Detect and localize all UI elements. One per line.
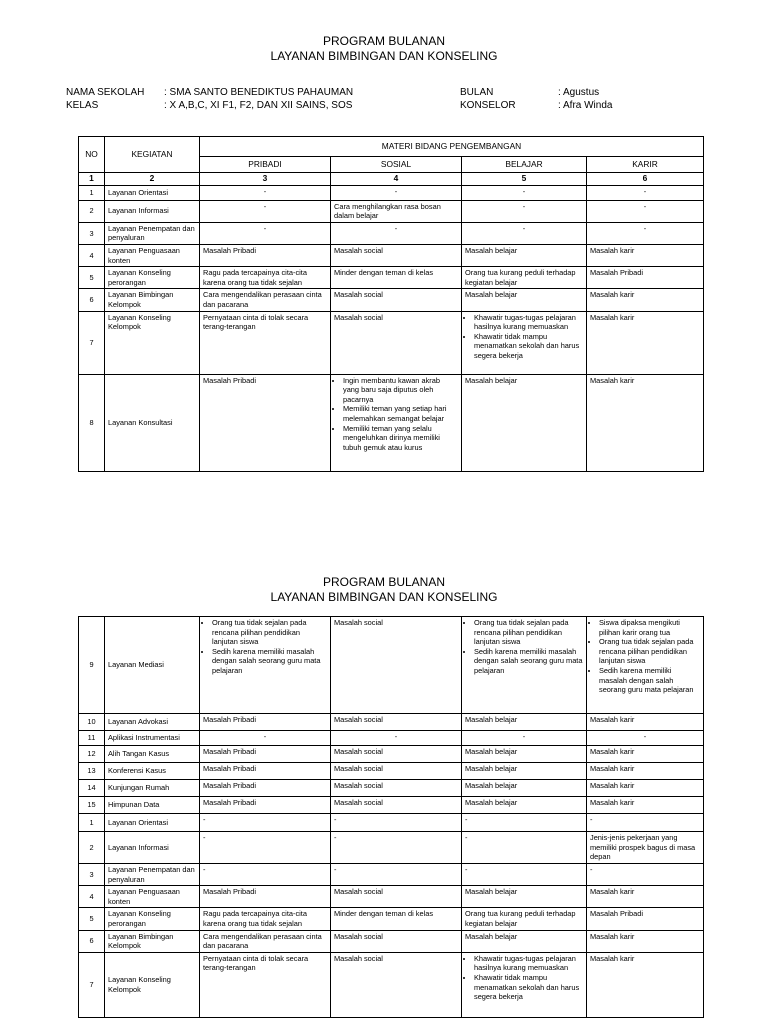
page-title: PROGRAM BULANAN — [322, 34, 446, 48]
row-kegiatan: Konferensi Kasus — [105, 763, 200, 780]
cell-pribadi: Masalah Pribadi — [200, 797, 331, 814]
bullet-item: • Khawatir tidak mampu menamatkan sekolah dan harus segera bekerja — [474, 973, 583, 1002]
row-no: 2 — [79, 200, 105, 222]
bulan-label: BULAN — [460, 87, 494, 98]
cell-karir: - — [587, 185, 704, 200]
row-no: 3 — [79, 864, 105, 886]
bullet-item: • Khawatir tugas-tugas pelajaran hasilnya kurang memuaskan — [474, 313, 583, 332]
row-no: 9 — [79, 617, 105, 714]
cell-belajar: Masalah belajar — [462, 289, 587, 311]
table-row — [79, 763, 704, 780]
cell-karir: Masalah karir — [587, 952, 704, 1017]
cell-pribadi: Masalah Pribadi — [200, 714, 331, 731]
cell-karir: Masalah karir — [587, 714, 704, 731]
cell-sosial: Masalah social — [331, 311, 462, 374]
row-kegiatan: Layanan Konseling perorangan — [105, 908, 200, 930]
cell-sosial: Masalah social — [331, 930, 462, 952]
row-no: 7 — [79, 952, 105, 1017]
nama-sekolah-label: NAMA SEKOLAH — [66, 87, 145, 98]
kelas-value: : X A,B,C, XI F1, F2, DAN XII SAINS, SOS — [164, 100, 353, 111]
row-kegiatan: Layanan Bimbingan Kelompok — [105, 289, 200, 311]
table-row — [79, 746, 704, 763]
header-karir: KARIR — [587, 157, 704, 173]
cell-pribadi: Masalah Pribadi — [200, 886, 331, 908]
bullet-item: • Khawatir tidak mampu menamatkan sekolah dan harus segera bekerja — [474, 332, 583, 361]
cell-sosial: - — [331, 814, 462, 832]
row-kegiatan: Layanan Informasi — [105, 832, 200, 864]
table-row — [79, 908, 704, 930]
cell-belajar: Masalah belajar — [462, 797, 587, 814]
cell-sosial — [331, 374, 462, 471]
col-number: 6 — [587, 173, 704, 186]
row-kegiatan: Layanan Orientasi — [105, 185, 200, 200]
cell-belajar: Orang tua kurang peduli terhadap kegiatan belajar — [462, 267, 587, 289]
table-row — [79, 780, 704, 797]
cell-belajar: - — [462, 222, 587, 244]
cell-sosial: Masalah social — [331, 289, 462, 311]
cell-pribadi: Masalah Pribadi — [200, 244, 331, 266]
cell-sosial: Masalah social — [331, 780, 462, 797]
row-kegiatan: Layanan Konseling perorangan — [105, 267, 200, 289]
row-no: 6 — [79, 930, 105, 952]
row-kegiatan: Layanan Penempatan dan penyaluran — [105, 864, 200, 886]
cell-karir: Masalah karir — [587, 780, 704, 797]
row-kegiatan: Aplikasi Instrumentasi — [105, 731, 200, 746]
table-row — [79, 814, 704, 832]
cell-sosial: Masalah social — [331, 617, 462, 714]
bullet-item: • Sedih karena memiliki masalah dengan salah seorang guru mata pelajaran — [599, 666, 700, 695]
page-title: PROGRAM BULANAN — [322, 575, 446, 589]
cell-sosial: Minder dengan teman di kelas — [331, 908, 462, 930]
bullet-item: • Sedih karena memiliki masalah dengan salah seorang guru mata pelajaran — [474, 647, 583, 676]
bullet-item: • Memiliki teman yang setiap hari melemahkan semangat belajar — [343, 404, 458, 423]
cell-sosial: Masalah social — [331, 952, 462, 1017]
cell-pribadi: Masalah Pribadi — [200, 763, 331, 780]
cell-belajar: Masalah belajar — [462, 374, 587, 471]
cell-pribadi: Pernyataan cinta di tolak secara terang-terangan — [200, 311, 331, 374]
cell-pribadi: Cara mengendalikan perasaan cinta dan pacarana — [200, 930, 331, 952]
cell-belajar: - — [462, 832, 587, 864]
cell-pribadi: Ragu pada tercapainya cita-cita karena orang tua tidak sejalan — [200, 908, 331, 930]
cell-karir: - — [587, 864, 704, 886]
cell-karir: - — [587, 814, 704, 832]
cell-pribadi: - — [200, 832, 331, 864]
bullet-item: • Orang tua tidak sejalan pada rencana pilihan pendidikan lanjutan siswa — [474, 618, 583, 647]
cell-pribadi: Pernyataan cinta di tolak secara terang-terangan — [200, 952, 331, 1017]
row-no: 1 — [79, 814, 105, 832]
cell-karir: - — [587, 731, 704, 746]
row-kegiatan: Layanan Penempatan dan penyaluran — [105, 222, 200, 244]
konselor-label: KONSELOR — [460, 100, 516, 111]
cell-pribadi: - — [200, 731, 331, 746]
header-pribadi: PRIBADI — [200, 157, 331, 173]
cell-belajar: Masalah belajar — [462, 763, 587, 780]
cell-karir: Masalah karir — [587, 244, 704, 266]
row-no: 2 — [79, 832, 105, 864]
table-row — [79, 617, 704, 714]
col-number: 2 — [105, 173, 200, 186]
bullet-item: • Sedih karena memiliki masalah dengan salah seorang guru mata pelajaran — [212, 647, 327, 676]
cell-sosial: Cara menghilangkan rasa bosan dalam belajar — [331, 200, 462, 222]
cell-pribadi: Cara mengendalikan perasaan cinta dan pacarana — [200, 289, 331, 311]
cell-pribadi: - — [200, 200, 331, 222]
table-row — [79, 714, 704, 731]
cell-belajar — [462, 311, 587, 374]
header-sosial: SOSIAL — [331, 157, 462, 173]
cell-pribadi: Masalah Pribadi — [200, 746, 331, 763]
cell-belajar — [462, 952, 587, 1017]
cell-karir: Masalah karir — [587, 886, 704, 908]
cell-belajar: - — [462, 200, 587, 222]
cell-sosial: Masalah social — [331, 244, 462, 266]
bullet-item: • Ingin membantu kawan akrab yang baru saja diputus oleh pacarnya — [343, 376, 458, 405]
cell-belajar: - — [462, 864, 587, 886]
header-no: NO — [79, 137, 105, 173]
cell-sosial: Masalah social — [331, 746, 462, 763]
page-subtitle: LAYANAN BIMBINGAN DAN KONSELING — [270, 49, 498, 63]
row-kegiatan: Layanan Konsultasi — [105, 374, 200, 471]
cell-belajar: - — [462, 731, 587, 746]
row-kegiatan: Alih Tangan Kasus — [105, 746, 200, 763]
col-number: 3 — [200, 173, 331, 186]
cell-karir — [587, 617, 704, 714]
row-no: 1 — [79, 185, 105, 200]
table-row — [79, 731, 704, 746]
program-table-2 — [78, 616, 704, 1018]
table-row — [79, 952, 704, 1017]
table-row — [79, 832, 704, 864]
cell-pribadi: - — [200, 814, 331, 832]
table-row — [79, 185, 704, 200]
row-no: 14 — [79, 780, 105, 797]
cell-pribadi: - — [200, 222, 331, 244]
col-number: 5 — [462, 173, 587, 186]
bullet-item: • Orang tua tidak sejalan pada rencana pilihan pendidikan lanjutan siswa — [599, 637, 700, 666]
cell-karir: Masalah karir — [587, 763, 704, 780]
cell-sosial: - — [331, 864, 462, 886]
cell-karir: Masalah karir — [587, 797, 704, 814]
cell-karir: - — [587, 222, 704, 244]
konselor-value: : Afra Winda — [558, 100, 613, 111]
header-materi: MATERI BIDANG PENGEMBANGAN — [200, 137, 704, 157]
header-kegiatan: KEGIATAN — [105, 137, 200, 173]
cell-belajar: Masalah belajar — [462, 930, 587, 952]
header-belajar: BELAJAR — [462, 157, 587, 173]
row-no: 6 — [79, 289, 105, 311]
cell-pribadi: - — [200, 864, 331, 886]
cell-karir: Masalah Pribadi — [587, 267, 704, 289]
row-no: 11 — [79, 731, 105, 746]
row-kegiatan: Layanan Advokasi — [105, 714, 200, 731]
table-row — [79, 864, 704, 886]
cell-karir: Masalah karir — [587, 289, 704, 311]
table-row — [79, 930, 704, 952]
table-row — [79, 311, 704, 374]
row-no: 3 — [79, 222, 105, 244]
kelas-label: KELAS — [66, 100, 99, 111]
row-no: 4 — [79, 886, 105, 908]
cell-sosial: Masalah social — [331, 714, 462, 731]
row-kegiatan: Layanan Konseling Kelompok — [105, 311, 200, 374]
row-kegiatan: Layanan Bimbingan Kelompok — [105, 930, 200, 952]
row-no: 5 — [79, 908, 105, 930]
row-no: 4 — [79, 244, 105, 266]
table-row — [79, 886, 704, 908]
row-kegiatan: Layanan Konseling Kelompok — [105, 952, 200, 1017]
table-row — [79, 244, 704, 266]
row-no: 7 — [79, 311, 105, 374]
cell-belajar: Masalah belajar — [462, 746, 587, 763]
col-number: 1 — [79, 173, 105, 186]
table-row — [79, 797, 704, 814]
bullet-item: • Khawatir tugas-tugas pelajaran hasilnya kurang memuaskan — [474, 954, 583, 973]
cell-sosial: - — [331, 185, 462, 200]
cell-pribadi: - — [200, 185, 331, 200]
page-subtitle: LAYANAN BIMBINGAN DAN KONSELING — [270, 590, 498, 604]
cell-karir: Masalah karir — [587, 374, 704, 471]
program-table-1 — [78, 136, 704, 472]
cell-karir: Jenis-jenis pekerjaan yang memiliki prospek bagus di masa depan — [587, 832, 704, 864]
row-kegiatan: Himpunan Data — [105, 797, 200, 814]
row-no: 5 — [79, 267, 105, 289]
cell-karir: Masalah karir — [587, 746, 704, 763]
cell-belajar: - — [462, 814, 587, 832]
cell-pribadi — [200, 617, 331, 714]
cell-sosial: - — [331, 731, 462, 746]
table-row — [79, 200, 704, 222]
table-row — [79, 374, 704, 471]
row-kegiatan: Layanan Penguasaan konten — [105, 886, 200, 908]
cell-belajar: Masalah belajar — [462, 886, 587, 908]
table-row — [79, 222, 704, 244]
cell-sosial: - — [331, 832, 462, 864]
row-kegiatan: Kunjungan Rumah — [105, 780, 200, 797]
cell-karir: Masalah karir — [587, 930, 704, 952]
nama-sekolah-value: : SMA SANTO BENEDIKTUS PAHAUMAN — [164, 87, 354, 98]
cell-karir: Masalah Pribadi — [587, 908, 704, 930]
cell-sosial: Minder dengan teman di kelas — [331, 267, 462, 289]
bullet-item: • Memiliki teman yang selalu mengeluhkan dirinya memiliki tubuh gemuk atau kurus — [343, 424, 458, 453]
row-kegiatan: Layanan Penguasaan konten — [105, 244, 200, 266]
cell-belajar: Masalah belajar — [462, 780, 587, 797]
bullet-item: • Siswa dipaksa mengikuti pilihan karir orang tua — [599, 618, 700, 637]
cell-sosial: - — [331, 222, 462, 244]
col-number: 4 — [331, 173, 462, 186]
cell-belajar: Masalah belajar — [462, 244, 587, 266]
row-kegiatan: Layanan Orientasi — [105, 814, 200, 832]
cell-karir: - — [587, 200, 704, 222]
row-no: 13 — [79, 763, 105, 780]
row-no: 8 — [79, 374, 105, 471]
table-row — [79, 267, 704, 289]
cell-belajar: Masalah belajar — [462, 714, 587, 731]
cell-pribadi: Masalah Pribadi — [200, 374, 331, 471]
bulan-value: : Agustus — [558, 87, 600, 98]
cell-sosial: Masalah social — [331, 797, 462, 814]
row-kegiatan: Layanan Mediasi — [105, 617, 200, 714]
row-no: 15 — [79, 797, 105, 814]
row-no: 10 — [79, 714, 105, 731]
row-no: 12 — [79, 746, 105, 763]
row-kegiatan: Layanan Informasi — [105, 200, 200, 222]
cell-belajar: Orang tua kurang peduli terhadap kegiatan belajar — [462, 908, 587, 930]
table-row — [79, 289, 704, 311]
cell-sosial: Masalah social — [331, 886, 462, 908]
bullet-item: • Orang tua tidak sejalan pada rencana pilihan pendidikan lanjutan siswa — [212, 618, 327, 647]
cell-pribadi: Masalah Pribadi — [200, 780, 331, 797]
cell-belajar — [462, 617, 587, 714]
cell-karir: Masalah karir — [587, 311, 704, 374]
cell-belajar: - — [462, 185, 587, 200]
cell-sosial: Masalah social — [331, 763, 462, 780]
cell-pribadi: Ragu pada tercapainya cita-cita karena orang tua tidak sejalan — [200, 267, 331, 289]
